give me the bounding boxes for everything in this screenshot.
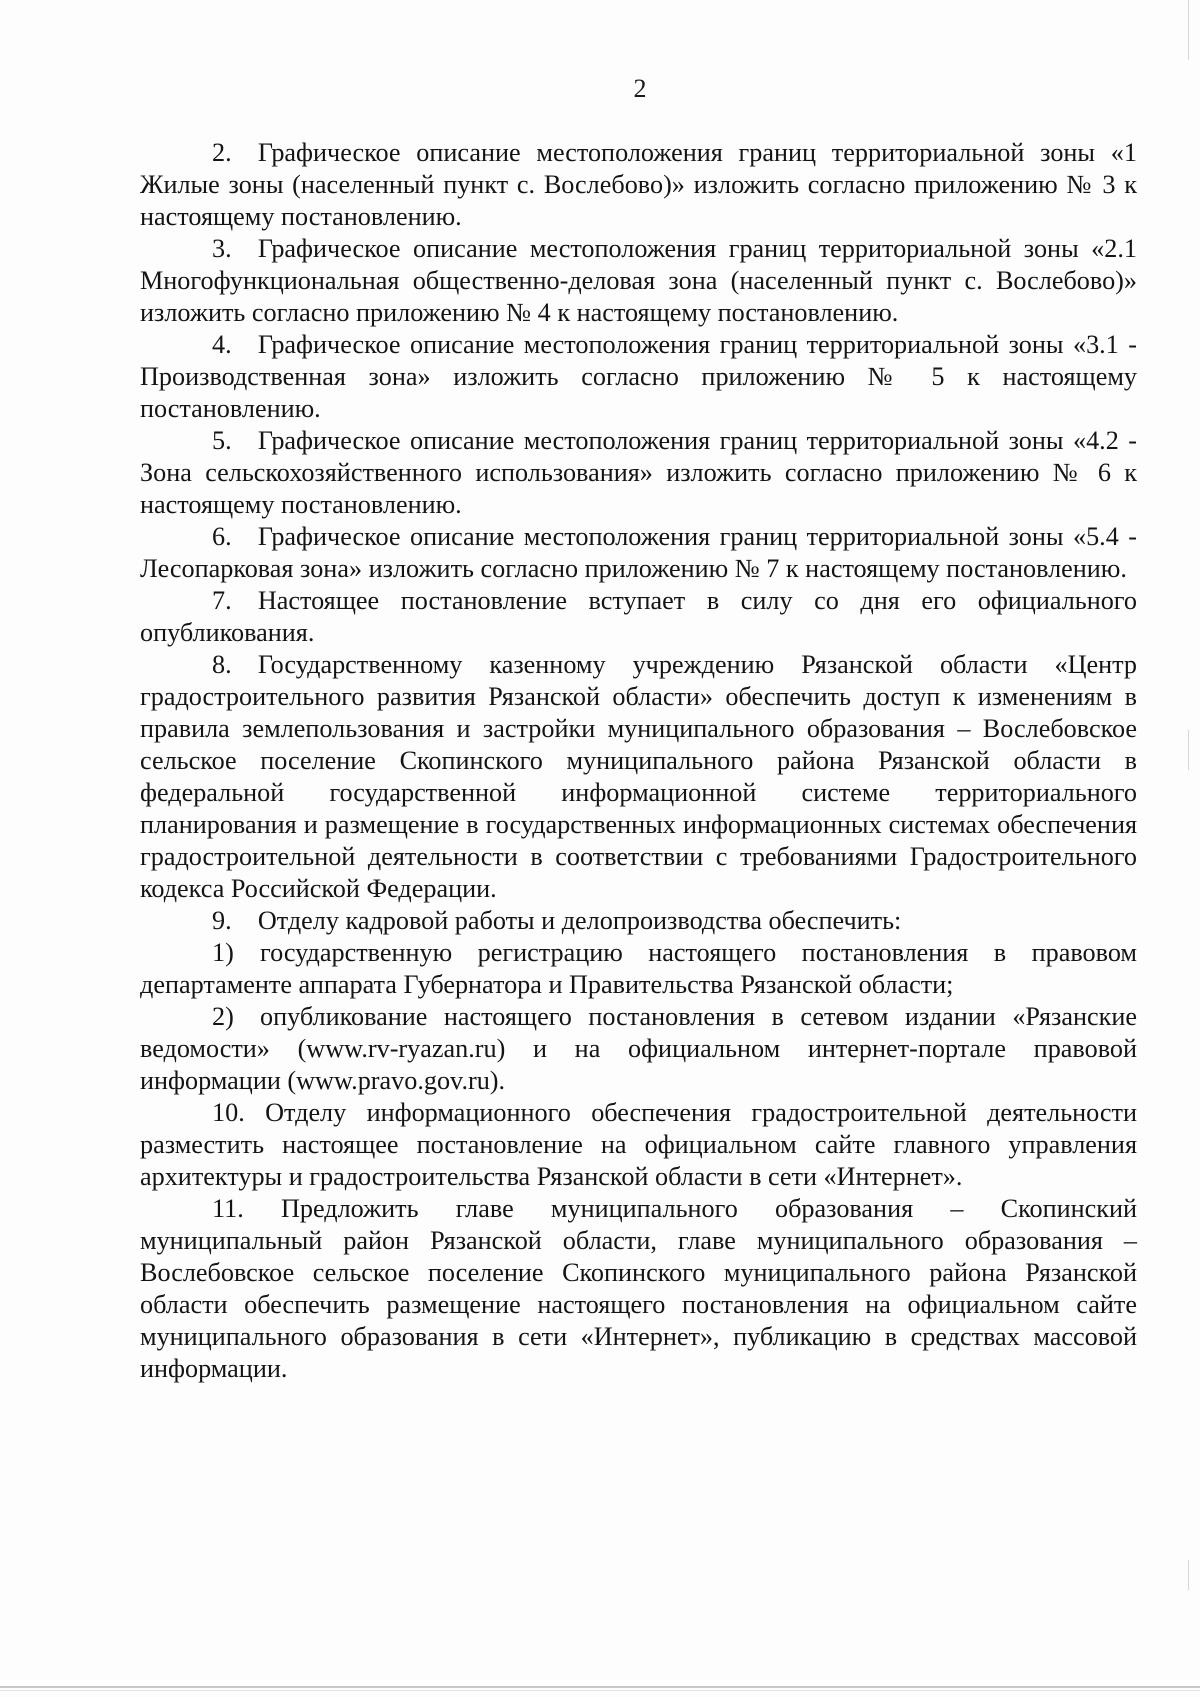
paragraph-subitem-1: 1) государственную регистрацию настоящего постановления в правовом департаменте аппарата Губернатора и Правительства Рязанской области; <box>140 938 1137 999</box>
paragraph-item-3: 3. Графическое описание местоположения границ территориальной зоны «2.1 Многофункциональная общественно-деловая зона (населенный пункт с. Вослебово)» изложить согласно приложению № 4 к настоящему постановлению. <box>140 234 1137 327</box>
document-body <box>140 137 1137 1385</box>
paragraph-item-9: 9. Отделу кадровой работы и делопроизводства обеспечить: <box>212 906 902 935</box>
paragraph-item-2: 2. Графическое описание местоположения границ территориальной зоны «1 Жилые зоны (населенный пункт с. Вослебово)» изложить согласно приложению № 3 к настоящему постановлению. <box>140 138 1137 231</box>
scan-edge-mark <box>1188 730 1189 770</box>
paragraph-item-7: 7. Настоящее постановление вступает в силу со дня его официального опубликования. <box>140 586 1137 647</box>
paragraph-item-11: 11. Предложить главе муниципального образования – Скопинский муниципальный район Рязанской области, главе муниципального образования – Вослебовское сельское поселение Скопинского муниципального района Рязанской области обеспечить размещение настоящего постановления на официальном сайте муниципального образования в сети «Интернет», публикацию в средствах массовой информации. <box>140 1194 1137 1383</box>
paragraph-item-6: 6. Графическое описание местоположения границ территориальной зоны «5.4 - Лесопарковая зона» изложить согласно приложению № 7 к настоящему постановлению. <box>140 522 1137 583</box>
paragraph-item-5: 5. Графическое описание местоположения границ территориальной зоны «4.2 - Зона сельскохозяйственного использования» изложить согласно приложению № 6 к настоящему постановлению. <box>140 426 1137 519</box>
paragraph-item-8: 8. Государственному казенному учреждению Рязанской области «Центр градостроительного развития Рязанской области» обеспечить доступ к изменениям в правила землепользования и застройки муниципального образования – Вослебовское сельское поселение Скопинского муниципального района Рязанской области в федеральной государственной информационной системе территориального планирования и размещение в государственных информационных системах обеспечения градостроительной деятельности в соответствии с требованиями Градостроительного кодекса Российской Федерации. <box>140 650 1137 903</box>
scan-bottom-edge <box>0 1690 1200 1691</box>
page-number: 2 <box>633 74 647 103</box>
paragraph-item-4: 4. Графическое описание местоположения границ территориальной зоны «3.1 - Производственная зона» изложить согласно приложению № 5 к настоящему постановлению. <box>140 330 1137 423</box>
scan-edge-mark <box>1188 1560 1189 1590</box>
paragraph-subitem-2: 2) опубликование настоящего постановления в сетевом издании «Рязанские ведомости» (www.rv-ryazan.ru) и на официальном интернет-портале правовой информации (www.pravo.gov.ru). <box>140 1002 1137 1095</box>
paragraph-item-10: 10. Отделу информационного обеспечения градостроительной деятельности разместить настоящее постановление на официальном сайте главного управления архитектуры и градостроительства Рязанской области в сети «Интернет». <box>140 1098 1137 1191</box>
scan-edge-mark <box>1188 0 1189 60</box>
scan-bottom-edge <box>0 1686 1200 1688</box>
